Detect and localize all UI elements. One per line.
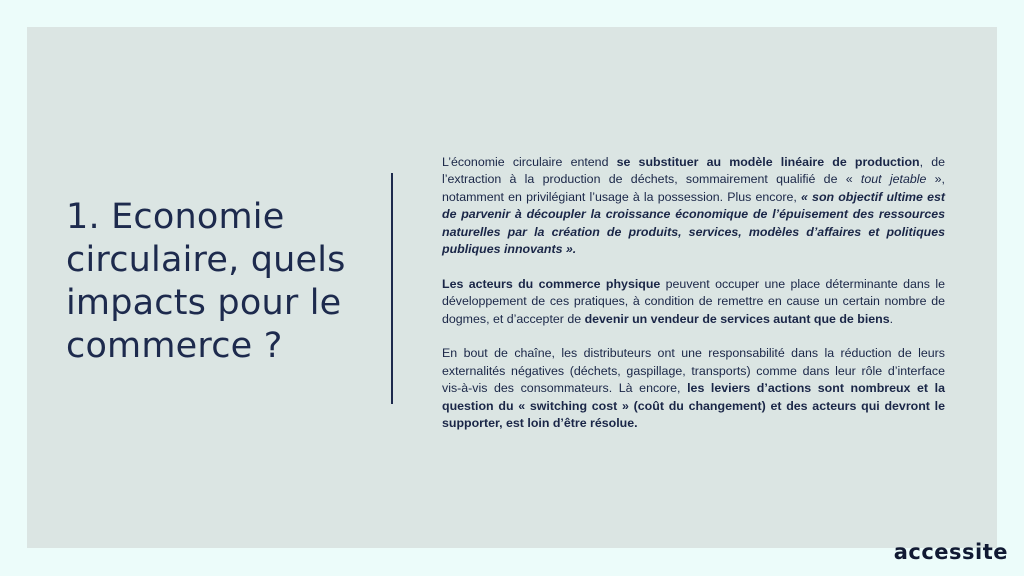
text-segment-bold: devenir un vendeur de services autant que de biens: [584, 311, 890, 326]
slide-title: 1. Economie circulaire, quels impacts pour le commerce ?: [66, 197, 346, 366]
vertical-divider: [391, 173, 393, 404]
text-segment-italic: tout jetable: [860, 172, 927, 187]
text-segment-bold: Les acteurs du commerce physique: [442, 276, 661, 291]
paragraph: [442, 276, 945, 328]
text-segment-italic-inner: « son objectif ultime est de parvenir à découpler la croissance économique de l’épuisement des ressources naturelles par la création de produits, services, modèles d’affaires et politiques publiques innovants ».: [442, 189, 945, 257]
text-segment: peuvent occuper une place déterminante dans le développement de ces pratiques, à condition de remettre en cause un certain nombre de dogmes, et d’accepter de: [442, 276, 945, 326]
text-segment-bold: se substituer au modèle linéaire de production: [616, 155, 920, 169]
paragraph: [442, 154, 945, 258]
text-segment: L’économie circulaire entend: [442, 155, 617, 169]
text-segment: », notamment en privilégiant l’usage à la possession. Plus encore,: [442, 172, 946, 204]
text-segment: , de l’extraction à la production de déchets, sommairement qualifié de «: [442, 155, 945, 187]
text-segment-bold: les leviers d’actions sont nombreux et la question du « switching cost » (coût du changement) et des acteurs qui devront le supporter, est loin d’être résolue.: [442, 381, 945, 431]
accessite-logo: accessite: [893, 540, 1008, 564]
text-segment: .: [889, 311, 894, 326]
body-text: [442, 154, 945, 450]
paragraph: [442, 345, 945, 432]
text-segment: En bout de chaîne, les distributeurs ont une responsabilité dans la réduction de leurs externalités négatives (déchets, gaspillage, transports) comme dans leur rôle d’interface vis-à-vis des consommateurs. Là encore,: [442, 346, 945, 396]
